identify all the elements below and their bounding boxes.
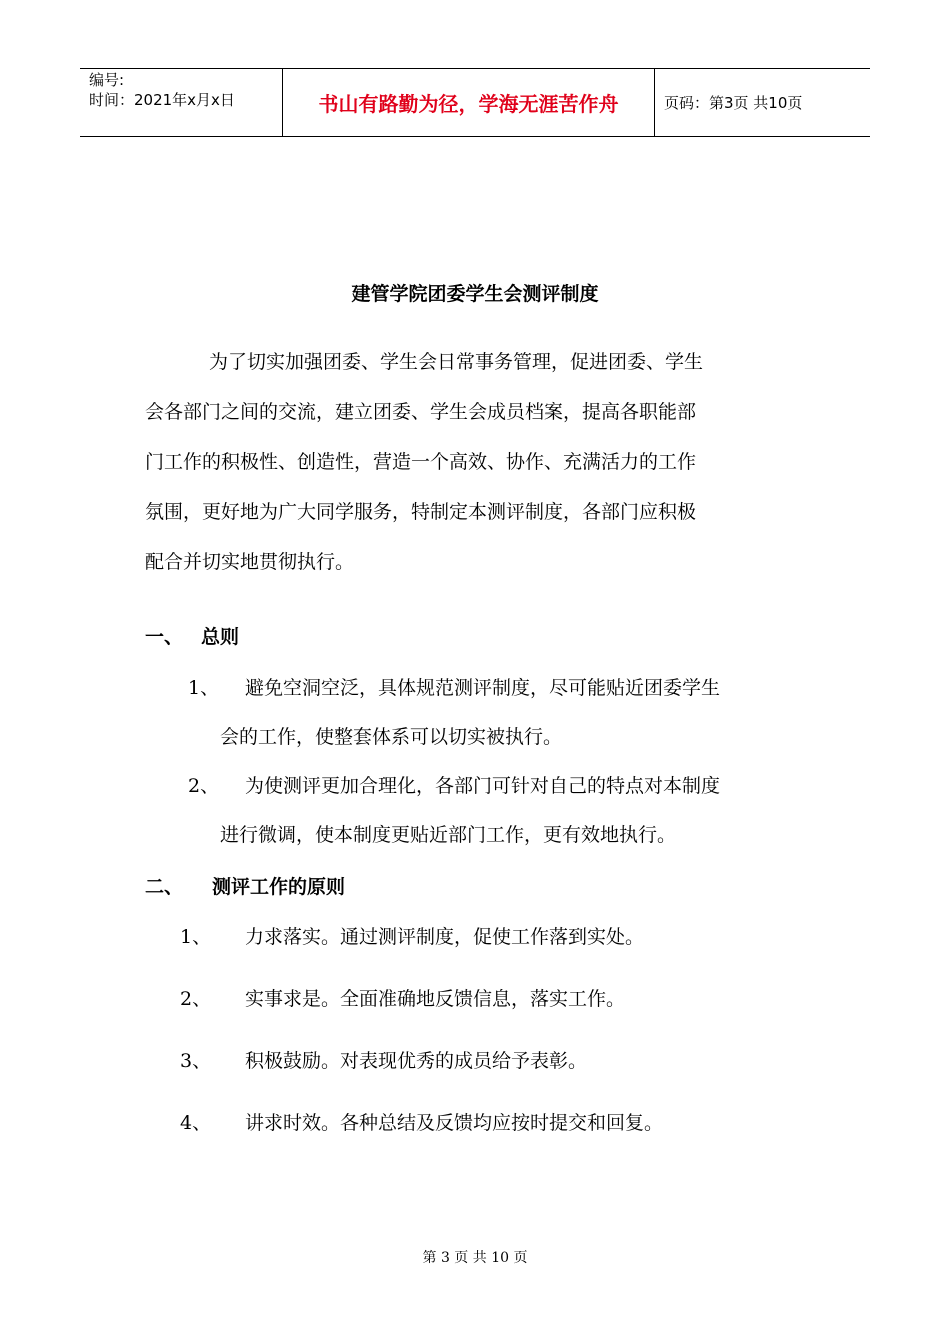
list-item-number: 4、 [180, 1112, 212, 1134]
list-item-number: 3、 [180, 1050, 212, 1072]
list-item-text: 为使测评更加合理化，各部门可针对自己的特点对本制度 [245, 775, 721, 797]
list-item-text: 会的工作，使整套体系可以切实被执行。 [220, 726, 563, 748]
section-number: 二、 [145, 876, 184, 898]
list-item-text: 实事求是。全面准确地反馈信息，落实工作。 [245, 988, 626, 1010]
section-heading: 总则 [201, 626, 240, 648]
header-bottom-rule [80, 136, 870, 137]
paragraph-line: 氛围，更好地为广大同学服务，特制定本测评制度，各部门应积极 [145, 501, 697, 523]
document-title: 建管学院团委学生会测评制度 [351, 283, 599, 305]
header-divider [654, 68, 655, 136]
paragraph-line: 配合并切实地贯彻执行。 [145, 551, 355, 573]
section-heading: 测评工作的原则 [212, 876, 346, 898]
paragraph-line: 门工作的积极性、创造性，营造一个高效、协作、充满活力的工作 [145, 451, 697, 473]
list-item-text: 进行微调，使本制度更贴近部门工作，更有效地执行。 [220, 824, 677, 846]
header-motto: 书山有路勤为径，学海无涯苦作舟 [318, 92, 619, 116]
paragraph-line: 会各部门之间的交流，建立团委、学生会成员档案，提高各职能部 [145, 401, 697, 423]
doc-date-label: 时间：2021年x月x日 [89, 91, 235, 109]
paragraph-line: 为了切实加强团委、学生会日常事务管理，促进团委、学生 [209, 351, 704, 373]
list-item-number: 1、 [180, 926, 212, 948]
doc-number-label: 编号: [89, 71, 125, 89]
header-meta [89, 70, 235, 110]
list-item-number: 1、 [188, 677, 220, 699]
list-item-number: 2、 [180, 988, 212, 1010]
list-item-number: 2、 [188, 775, 220, 797]
list-item-text: 积极鼓励。对表现优秀的成员给予表彰。 [245, 1050, 588, 1072]
list-item-text: 讲求时效。各种总结及反馈均应按时提交和回复。 [245, 1112, 664, 1134]
intro-paragraph [145, 337, 805, 587]
header-page-info: 页码：第3页 共10页 [664, 94, 803, 112]
list-item-text: 避免空洞空泛，具体规范测评制度，尽可能贴近团委学生 [245, 677, 721, 699]
page-footer: 第 3 页 共 10 页 [422, 1250, 528, 1266]
header-top-rule [80, 68, 870, 69]
list-item-text: 力求落实。通过测评制度，促使工作落到实处。 [245, 926, 645, 948]
section-number: 一、 [145, 626, 184, 648]
